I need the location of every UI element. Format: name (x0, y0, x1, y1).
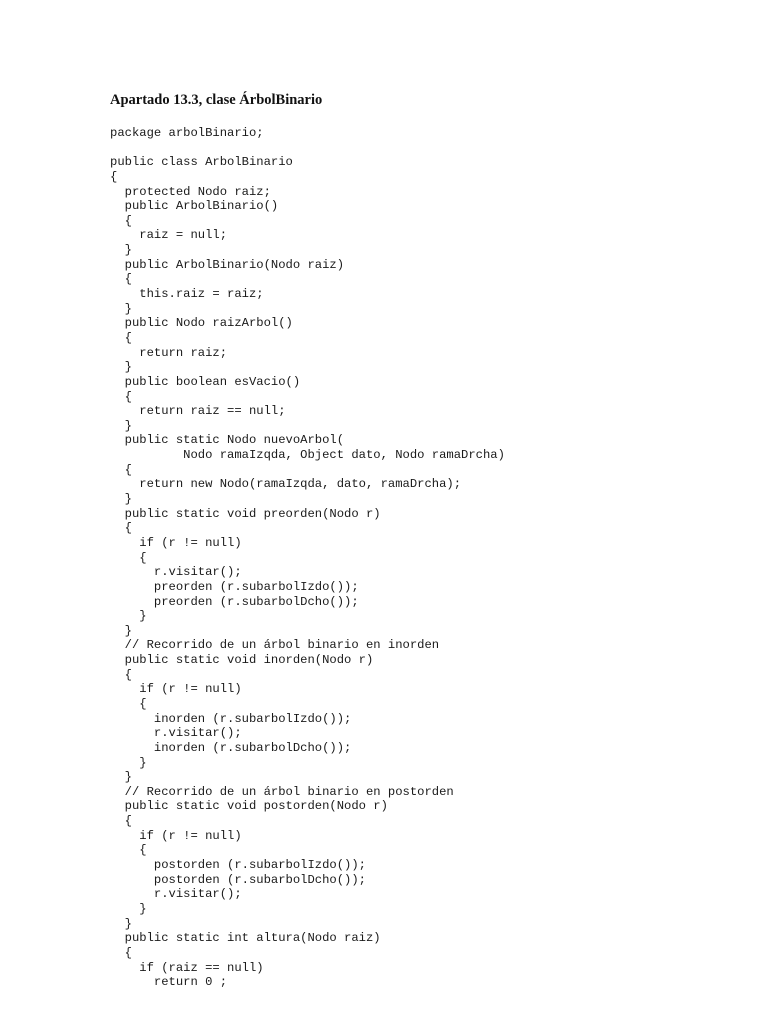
code-line: } (110, 418, 132, 433)
code-line: { (110, 169, 118, 184)
code-line: } (110, 609, 147, 624)
code-line: { (110, 696, 147, 711)
code-line: { (110, 843, 147, 858)
code-line: { (110, 945, 132, 960)
code-line: r.visitar(); (110, 565, 242, 580)
code-line: public ArbolBinario(Nodo raiz) (110, 257, 345, 272)
code-line: this.raiz = raiz; (110, 287, 264, 302)
code-line: return 0 ; (110, 975, 228, 990)
code-line: { (110, 213, 132, 228)
code-line: } (110, 770, 132, 785)
code-line: if (raiz == null) (110, 960, 264, 975)
code-line: } (110, 492, 132, 507)
code-line: inorden (r.subarbolIzdo()); (110, 711, 352, 726)
code-line: public ArbolBinario() (110, 199, 279, 214)
code-line: } (110, 623, 132, 638)
code-line: { (110, 272, 132, 287)
code-line: if (r != null) (110, 828, 242, 843)
code-line: } (110, 916, 132, 931)
code-line: } (110, 901, 147, 916)
section-heading: Apartado 13.3, clase ÁrbolBinario (110, 92, 323, 108)
code-line: public class ArbolBinario (110, 155, 293, 170)
code-line: r.visitar(); (110, 726, 242, 741)
code-line: { (110, 814, 132, 829)
code-line: return raiz; (110, 345, 228, 360)
code-line: raiz = null; (110, 228, 228, 243)
code-line: return raiz == null; (110, 404, 286, 419)
code-line: postorden (r.subarbolIzdo()); (110, 858, 366, 873)
code-line: preorden (r.subarbolDcho()); (110, 594, 359, 609)
code-line: postorden (r.subarbolDcho()); (110, 872, 366, 887)
code-line: inorden (r.subarbolDcho()); (110, 740, 352, 755)
code-line: preorden (r.subarbolIzdo()); (110, 579, 359, 594)
code-line: public static void postorden(Nodo r) (110, 799, 388, 814)
code-line: { (110, 462, 132, 477)
code-listing (110, 126, 505, 990)
code-line: public boolean esVacio() (110, 374, 301, 389)
code-line: { (110, 330, 132, 345)
code-line: public static void inorden(Nodo r) (110, 653, 374, 668)
code-line: public static Nodo nuevoArbol( (110, 433, 345, 448)
code-line: r.visitar(); (110, 887, 242, 902)
code-line: // Recorrido de un árbol binario en postorden (110, 784, 454, 799)
code-line: { (110, 389, 132, 404)
code-line: if (r != null) (110, 682, 242, 697)
code-line: { (110, 550, 147, 565)
code-line: } (110, 360, 132, 375)
code-line: return new Nodo(ramaIzqda, dato, ramaDrcha); (110, 477, 462, 492)
code-line: package arbolBinario; (110, 126, 264, 140)
code-line: { (110, 521, 132, 536)
code-line: } (110, 243, 132, 258)
code-line: protected Nodo raiz; (110, 184, 271, 199)
code-line: public static int altura(Nodo raiz) (110, 931, 381, 946)
code-line: if (r != null) (110, 535, 242, 550)
code-line: public static void preorden(Nodo r) (110, 506, 381, 521)
code-line: Nodo ramaIzqda, Object dato, Nodo ramaDrcha) (110, 448, 505, 463)
code-line: { (110, 667, 132, 682)
code-line (110, 141, 505, 156)
code-line: } (110, 301, 132, 316)
code-line: // Recorrido de un árbol binario en inorden (110, 638, 440, 653)
code-line: public Nodo raizArbol() (110, 316, 293, 331)
code-line: } (110, 755, 147, 770)
